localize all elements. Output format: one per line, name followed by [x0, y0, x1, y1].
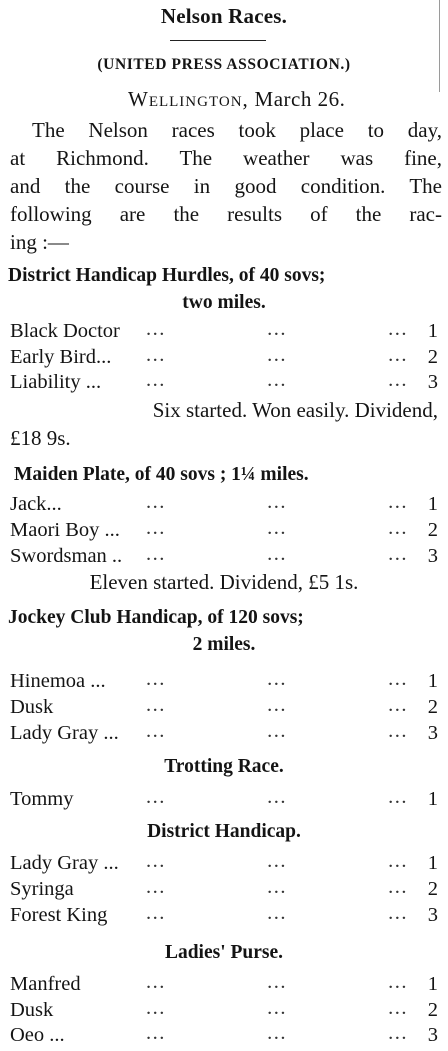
placing: 2	[427, 519, 438, 541]
result-row	[10, 694, 438, 720]
race-note: Eleven started. Dividend, £5 1s.	[89, 570, 359, 594]
race-note: £18 9s.	[10, 426, 71, 450]
result-row	[10, 543, 438, 569]
race-heading	[8, 262, 440, 316]
leader-dots: ... ... ...	[146, 543, 408, 565]
horse-name: Syringa	[10, 878, 74, 900]
race-heading	[14, 461, 446, 488]
horse-name: Dusk	[10, 999, 54, 1021]
result-row	[10, 491, 438, 517]
result-row	[10, 668, 438, 694]
race-note: Six started. Won easily. Dividend,	[152, 398, 438, 422]
result-row	[10, 318, 438, 344]
placing: 3	[427, 722, 438, 744]
race-heading-line: Jockey Club Handicap, of 120 sovs;	[8, 607, 304, 628]
placing: 2	[427, 346, 438, 368]
leader-dots: ... ... ...	[146, 876, 408, 898]
intro-line: and the course in good condition. The	[10, 174, 442, 198]
news-agency-credit: (UNITED PRESS ASSOCIATION.)	[97, 56, 351, 73]
leader-dots: ... ... ...	[146, 668, 408, 690]
placing: 3	[427, 371, 438, 393]
leader-dots: ... ... ...	[146, 902, 408, 924]
horse-name: Forest King	[10, 904, 108, 926]
intro-paragraph	[10, 116, 442, 256]
leader-dots: ... ... ...	[146, 369, 408, 391]
placing: 1	[427, 852, 438, 874]
intro-line: ing :—	[10, 230, 69, 254]
placing: 2	[427, 696, 438, 718]
horse-name: Black Doctor	[10, 320, 120, 342]
leader-dots: ... ... ...	[146, 720, 408, 742]
leader-dots: ... ... ...	[146, 1022, 408, 1044]
race-heading-line: Trotting Race.	[164, 756, 284, 777]
leader-dots: ... ... ...	[146, 850, 408, 872]
horse-name: Oeo ...	[10, 1024, 65, 1046]
race-heading-line: District Handicap.	[147, 821, 301, 842]
placing: 2	[427, 999, 438, 1021]
result-row	[10, 786, 438, 812]
dateline-city: Wellington,	[128, 87, 249, 111]
leader-dots: ... ... ...	[146, 694, 408, 716]
race-heading	[0, 753, 448, 780]
result-row	[10, 720, 438, 746]
race-heading-line: 2 miles.	[192, 634, 256, 655]
race-heading	[8, 604, 440, 658]
race-heading-line: two miles.	[182, 292, 266, 313]
race-heading	[0, 939, 448, 966]
dateline-date: March 26.	[254, 87, 346, 111]
horse-name: Hinemoa ...	[10, 670, 106, 692]
placing: 1	[427, 788, 438, 810]
placing: 1	[427, 320, 438, 342]
placing: 1	[427, 670, 438, 692]
leader-dots: ... ... ...	[146, 491, 408, 513]
race-heading	[0, 818, 448, 845]
placing: 2	[427, 878, 438, 900]
result-row	[10, 876, 438, 902]
leader-dots: ... ... ...	[146, 971, 408, 993]
result-row	[10, 369, 438, 395]
horse-name: Early Bird...	[10, 346, 112, 368]
horse-name: Tommy	[10, 788, 74, 810]
placing: 1	[427, 973, 438, 995]
leader-dots: ... ... ...	[146, 344, 408, 366]
race-heading-line: Maiden Plate, of 40 sovs ; 1¼ miles.	[14, 464, 309, 485]
race-heading-line: District Handicap Hurdles, of 40 sovs;	[8, 265, 326, 286]
horse-name: Lady Gray ...	[10, 722, 119, 744]
leader-dots: ... ... ...	[146, 318, 408, 340]
dateline	[128, 87, 345, 112]
horse-name: Dusk	[10, 696, 54, 718]
horse-name: Manfred	[10, 973, 81, 995]
horse-name: Lady Gray ...	[10, 852, 119, 874]
horse-name: Liability ...	[10, 371, 102, 393]
article-title: Nelson Races.	[160, 4, 288, 28]
placing: 3	[427, 904, 438, 926]
intro-line: following are the results of the rac-	[10, 202, 442, 226]
horse-name: Jack...	[10, 493, 62, 515]
leader-dots: ... ... ...	[146, 997, 408, 1019]
result-row	[10, 517, 438, 543]
result-row	[10, 902, 438, 928]
leader-dots: ... ... ...	[146, 517, 408, 539]
result-row	[10, 850, 438, 876]
result-row	[10, 1022, 438, 1048]
horse-name: Maori Boy ...	[10, 519, 120, 541]
leader-dots: ... ... ...	[146, 786, 408, 808]
placing: 1	[427, 493, 438, 515]
intro-line: at Richmond. The weather was fine,	[10, 146, 442, 170]
title-underline	[170, 40, 266, 41]
placing: 3	[427, 545, 438, 567]
race-heading-line: Ladies' Purse.	[164, 942, 284, 963]
placing: 3	[427, 1024, 438, 1046]
result-row	[10, 971, 438, 997]
intro-line: The Nelson races took place to day,	[32, 118, 442, 142]
horse-name: Swordsman ..	[10, 545, 123, 567]
